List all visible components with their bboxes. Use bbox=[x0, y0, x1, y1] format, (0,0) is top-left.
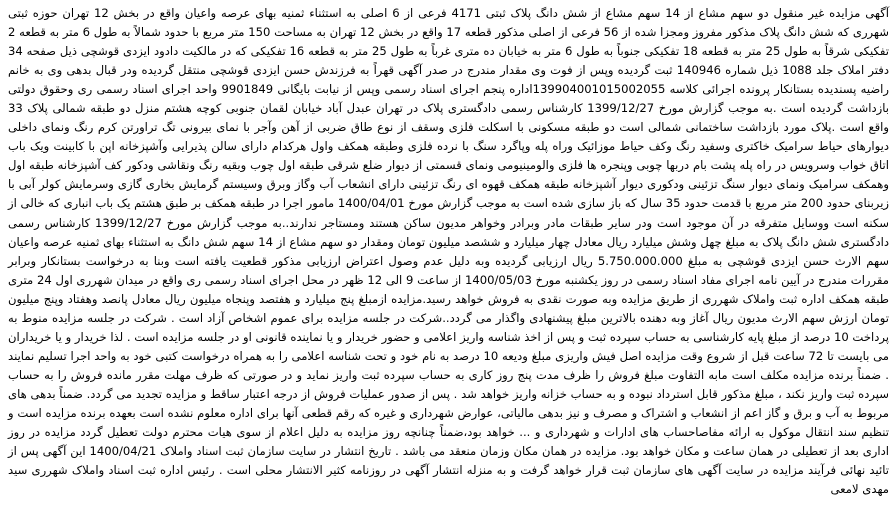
auction-notice-text: آگهی مزایده غیر منقول دو سهم مشاع از 14 سهم مشاع از شش دانگ پلاک ثبتی 4171 فرعی از 6 اصلی به استثناء ثمنیه بهای عرصه واعیان واقع در بخش 12 تهران حوزه ثبتی شهرری که شش دانگ پلاک مذکور مفروز ومجزا شده از 56 فرعی از اصلی مذکور قطعه 17 واقع در بخش 12 تهران به مساحت 150 متر مربع با حدود شمالاً به طول 6 متر به قطعه 2 تفکیکی شرقاً به طول 25 متر به قطعه 18 تفکیکی جنوباً به طول 6 متر به خیابان ده متری غرباً به طول 25 متر به قطعه 16 تفکیکی که در مالکیت دادود ایزدی قوشچی ذیل صفحه 34 دفتر املاک جلد 1088 ذیل شماره 140946 ثبت گردیده وپس از فوت وی مقدار مندرج در صدر آگهی قهراً به فرزندش حسن ایزدی قوشچی منتقل گردیده ودر قبال بدهی وی به خانم راضیه پسندیده بستانکار پرونده اجرائی کلاسه 139904001015002055اداره پنجم اجرای اسناد رسمی وپس از نیابت بایگانی 9901849 واحد اجرای اسناد رسمی ری وحقوق دولتی بازداشت گردیده است .به موجب گزارش مورخ 1399/12/27 کارشناس رسمی دادگستری پلاک در تهران عبدل آباد خیابان لقمان جنوبی کوچه هشتم منزل دو طبقه شمالی پلاک 33 واقع است .پلاک مورد بازداشت ساختمانی شمالی است دو طبقه مسکونی با اسکلت فلزی وسقف از نوع طاق ضربی از آهن وآجر با نمای بیرونی تگ تراورتن کرم رنگ ونمای داخلی دیوارهای حیاط سرامیک خاکتری وسفید رنگ وکف حیاط موزائیک وراه پله وپاگرد سنگ با نرده فلزی وطبقه همکف واول هرکدام دارای سالن پذیرایی وآشپزخانه اپن با کابینت ویک باب اتاق خواب وسرویس در راه پله پشت بام دربها چوبی وپنجره ها فلزی والومینیومی ونمای قسمتی از دیوار ضلع شرقی طبقه اول چوب وبقیه رنگ ونقاشی ودکور کف آشپزخانه طبقه اول وهمکف سرامیک ونمای دیوار سنگ تزئینی ودکوری دیوار آشپزخانه طبقه همکف قهوه ای رنگ تزئینی دارای انشعاب آب وگاز وبرق وسیستم گرمایش بخاری گازی وسرمایش کولر آبی با زیربنای حدود 200 متر مربع با قدمت حدود 35 سال که باز سازی شده است به موجب گزارش مورخ 1400/04/01 مامور اجرا در طبقه همکف بر طبق هشتم یک باب انباری که خالی از سکنه است ووسایل متفرقه در آن موجود است ودر سایر طبقات مادر وبرادر وخواهر مدیون ساکن هستند ومستاجر ندارند..به موجب گزارش مورخ 1399/12/27 کارشناس رسمی دادگستری شش دانگ پلاک به مبلغ چهل وشش میلیارد ریال معادل چهار میلیارد و ششصد میلیون تومان ومقدار دو سهم مشاع از 14 سهم شش دانگ به استثناء بهای ثمنیه عرصه واعیان سهم الارث حسن ایزدی قوشچی به مبلغ 5.750.000.000 ریال ارزیابی گردیده وبه دلیل عدم وصول اعتراض ارزیابی مذکور قطعیت یافته است وبنا به درخواست بستانکار وبرابر مقررات مندرج در آیین نامه اجرای مفاد اسناد رسمی در روز یکشنبه مورخ 1400/05/03 از ساعت 9 الی 12 ظهر در محل اجرای اسناد رسمی ری واقع در میدان شهرری اول 24 متری طبقه همکف اداره ثبت واملاک شهرری از طریق مزایده وبه صورت نقدی به فروش خواهد رسید.مزایده ازمبلغ پنج میلیارد و هفتصد وپنجاه میلیون ریال معادل پانصد وهفتاد وپنج میلیون تومان ارزش سهم الارث مدیون ریال آغاز وبه دهنده بالاترین مبلغ پیشنهادی واگذار می گردد..شرکت در جلسه مزایده برای عموم اشخاص آزاد است . شرکت در جلسه مزایده منوط به پرداخت 10 درصد از مبلغ پایه کارشناسی به حساب سپرده ثبت و پس از اخذ شناسه واریز اعلامی و حضور خریدار و یا نماینده قانونی او در جلسه مزایده است . لذا خریدار و یا خریداران می بایست تا 72 ساعت قبل از شروع وقت مزایده اصل فیش واریزی مبلغ ودیعه 10 درصد به نام خود و تحت شناسه اعلامی را به همراه درخواست کتبی خود به واحد اجرا تسلیم نمایند . ضمناً برنده مزایده مکلف است مابه التفاوت مبلغ فروش را ظرف مدت پنج روز کاری به حساب سپرده ثبت واریز نماید و در صورتی که ظرف مهلت مقرر مانده فروش را به حساب سپرده ثبت واریز نکند ، مبلغ مذکور قابل استرداد نبوده و به حساب خزانه واریز خواهد شد . پس از صدور عملیات فروش از درجه اعتبار ساقط و مزایده تجدید می گردد. ضمناً بدهی های مربوط به آب و برق و گاز اعم از انشعاب و اشتراک و مصرف و نیز بدهی مالیاتی، عوارض شهرداری و غیره که رقم قطعی آنها برای اداره معلوم نشده است بعهده برنده مزایده است و تنظیم سند انتقال موکول به ارائه مفاصاحساب های ادارات و شهرداری و ... خواهد بود،ضمناً چنانچه روز مزایده به دلیل اعلام از سوی هیات محترم دولت تعطیل گردد مزایده در روز اداری بعد از تعطیلی در همان ساعت و مکان خواهد بود. مزایده در همان مکان وزمان منعقد می باشد . تاریخ انتشار در سایت سازمان ثبت اسناد واملاک 1400/04/21 این آگهی پس از تائید نهائی فرآیند مزایده در سایت آگهی های سازمان ثبت قرار خواهد گرفت و به منزله انتشار آگهی در روزنامه کثیر الانتشار محلی است . رئیس اداره ثبت اسناد واملاک شهرری سید مهدی لامعی bbox=[8, 6, 890, 497]
